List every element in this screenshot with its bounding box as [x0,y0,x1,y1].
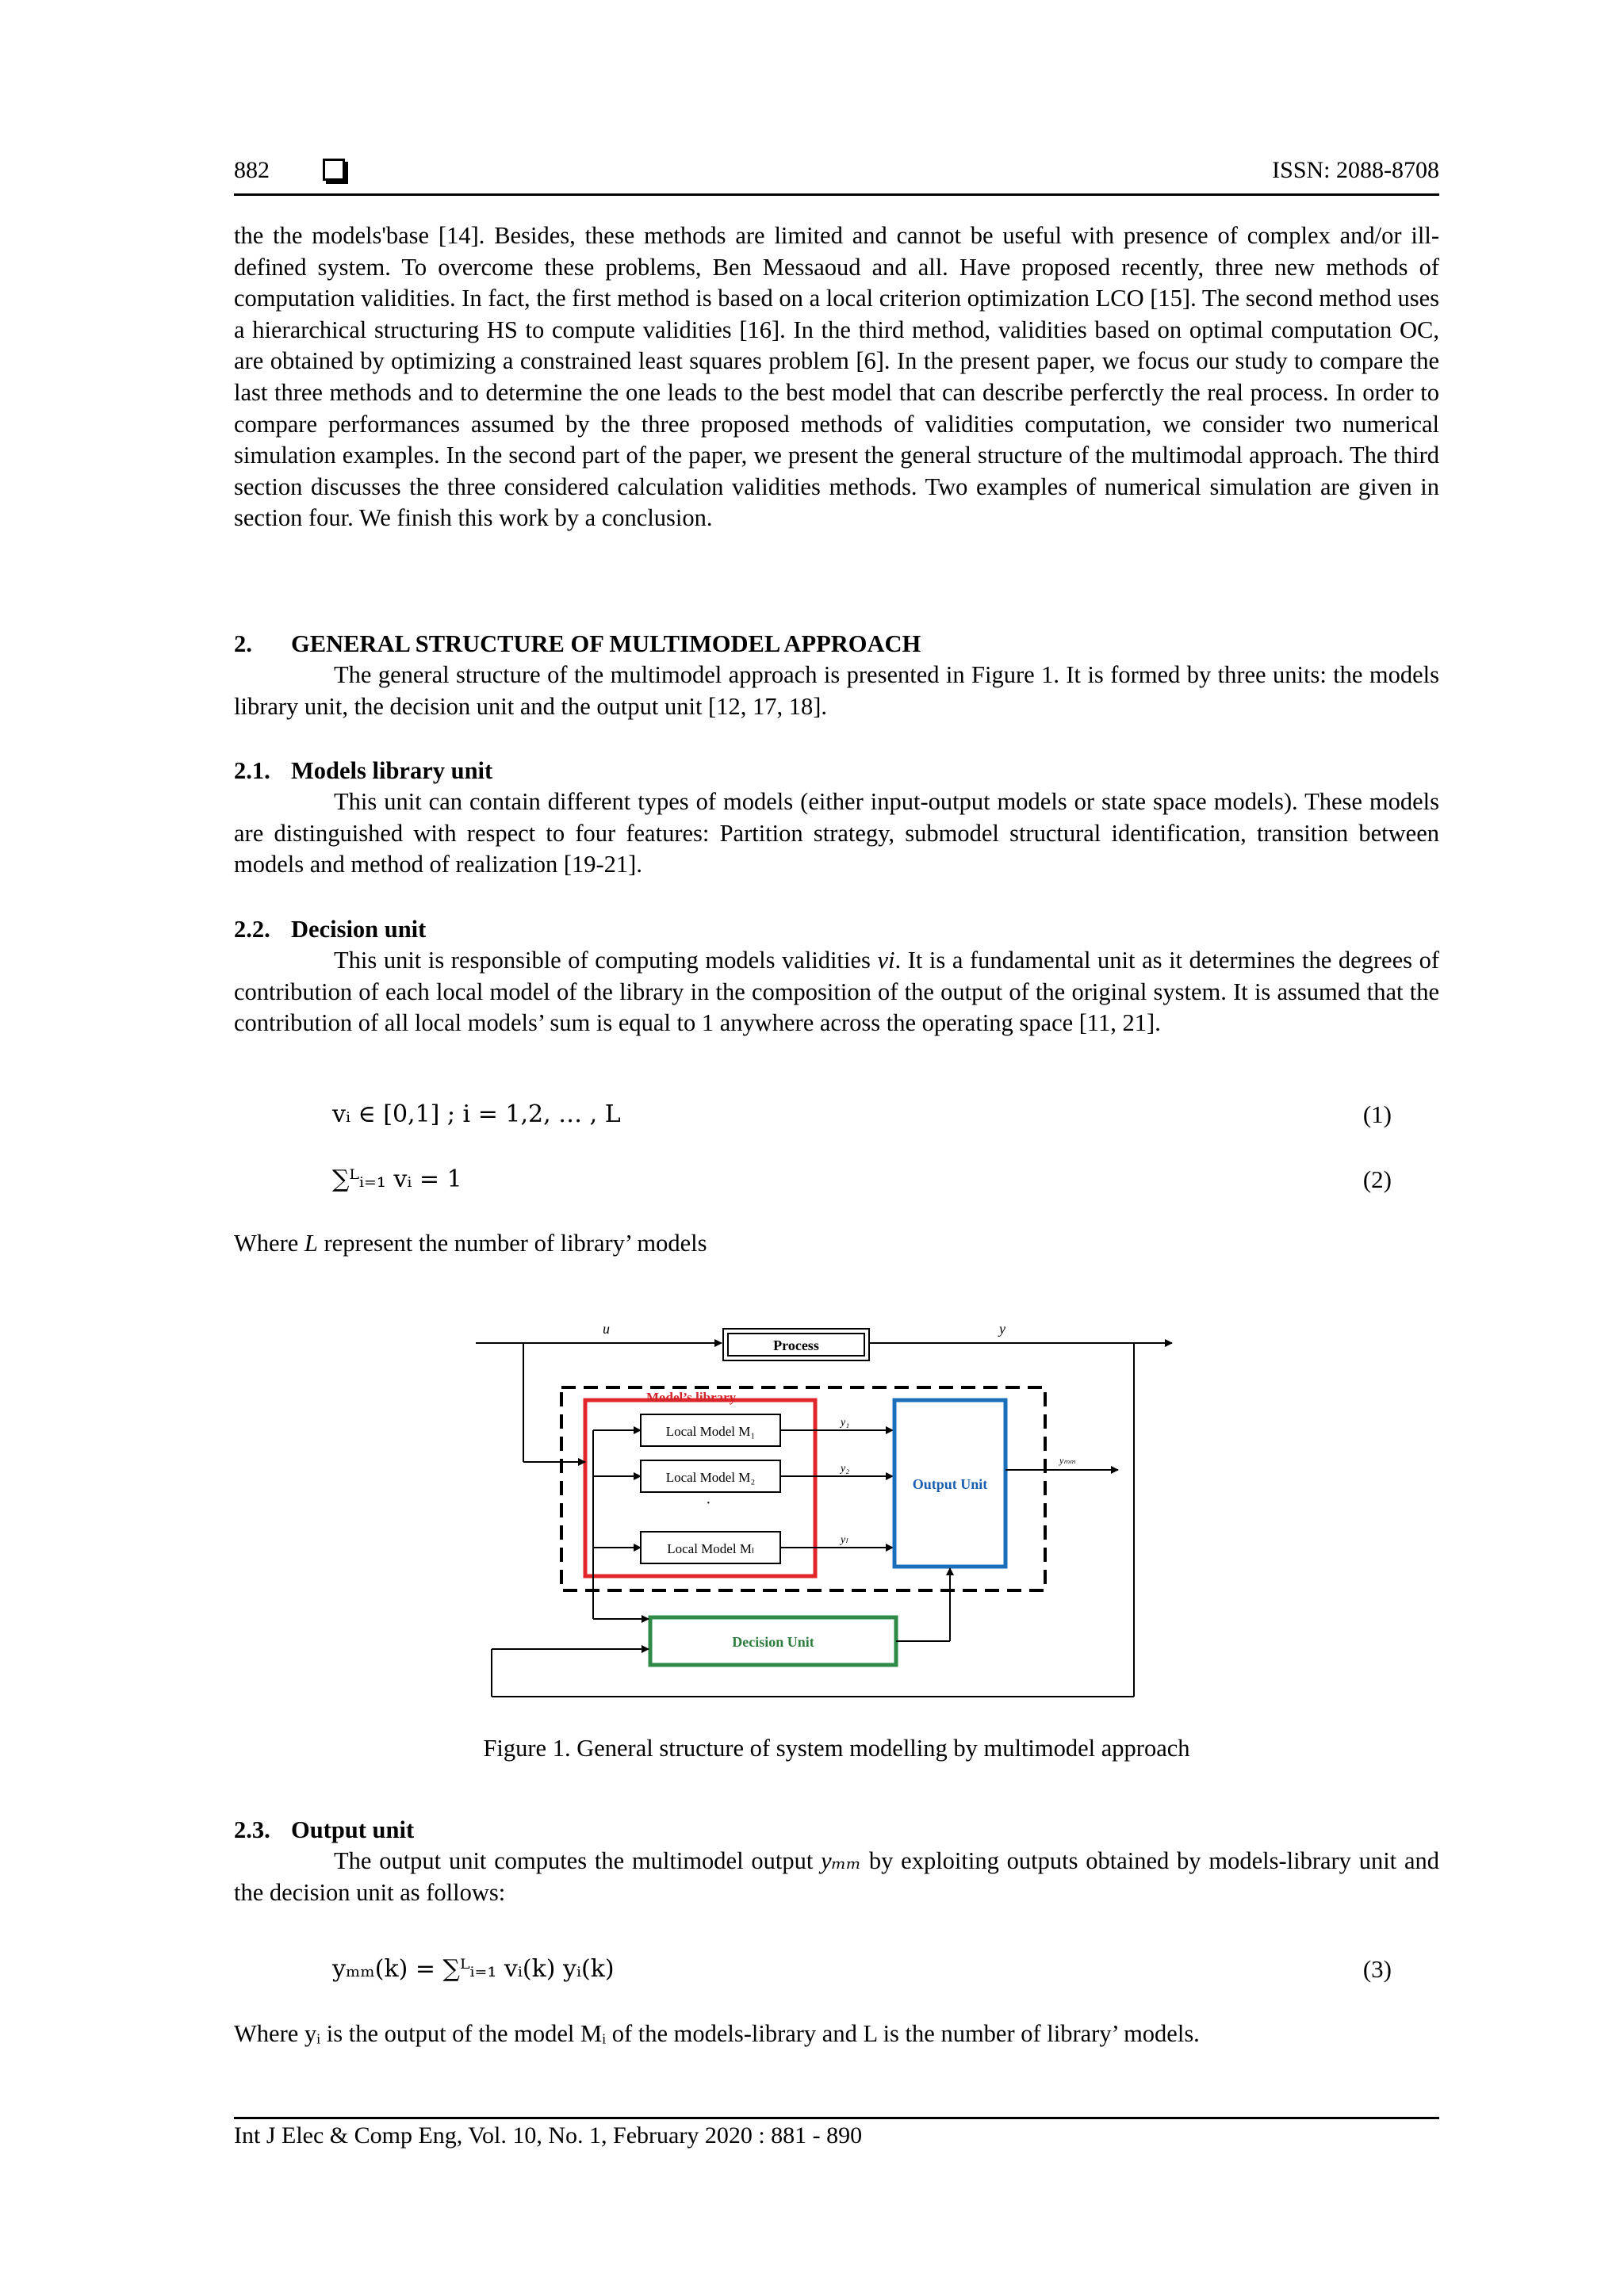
section-2-title: GENERAL STRUCTURE OF MULTIMODEL APPROACH [291,630,921,657]
where-L-start: Where [234,1230,304,1257]
section-2-1-heading [234,755,492,786]
process-label: Process [773,1337,819,1353]
label-u: u [603,1321,610,1337]
section-2-1-paragraph: This unit can contain different types of models (either input-output models or state space models). These models are distinguished with respect to four features: Partition strategy, submodel structural identification, transition between models and method of realization [19-21]. [234,788,1439,878]
equation-3-number: (3) [1362,1955,1392,1983]
section-2-2-text-start: This unit is responsible of computing models validities [334,947,878,974]
where-yi-sentence: Where yᵢ is the output of the model Mᵢ of the models-library and L is the number of library’ models. [234,2020,1200,2047]
section-2-2-paragraph [234,945,1439,1039]
section-2-paragraph: The general structure of the multimodel approach is presented in Figure 1. It is formed by three units: the models library unit, the decision unit and the output unit [12, 17, 18]. [234,661,1439,720]
section-2-2-title: Decision unit [291,916,427,943]
section-2-3-text-start: The output unit computes the multimodel output [334,1847,822,1874]
figure-1-caption: Figure 1. General structure of system modelling by multimodel approach [483,1735,1190,1762]
section-2-2-heading [234,913,426,945]
label-y2: y₂ [841,1463,850,1475]
section-2-1-number: 2.1. [234,757,270,784]
equation-2-number: (2) [1362,1165,1392,1193]
validity-variable: vi [877,947,895,974]
figure-1-diagram [444,1300,1205,1712]
section-2-2-block [234,945,1439,1039]
intro-block [234,220,1439,534]
equation-2 [234,1165,1392,1205]
where-L-sentence [234,1228,1439,1260]
section-2-3-heading [234,1814,414,1846]
section-2-1-title: Models library unit [291,757,493,784]
decision-unit-label: Decision Unit [732,1634,814,1650]
equation-1-number: (1) [1362,1100,1392,1128]
where-yi-block [234,2019,1439,2050]
section-2-3-title: Output unit [291,1816,415,1843]
equation-1 [234,1100,1392,1140]
models-library-title: Model’s library [646,1390,737,1405]
ymm-variable: yₘₘ [821,1847,862,1874]
section-2-number: 2. [234,630,252,657]
local-model-L-label: Local Model Mₗ [667,1541,754,1556]
intro-paragraph: the the models'base [14]. Besides, these methods are limited and cannot be useful with presence of complex and/or ill-defined system. To overcome these problems, Ben Messaoud and all. Have proposed recently, three new methods of computation validities. In fact, the first method is based on a local criterion optimization LCO [15]. The second method uses a hierarchical structuring HS to compute validities [16]. In the third method, validities based on optimal computation OC, are obtained by optimizing a constrained least squares problem [6]. In the present paper, we focus our study to compare the last three methods and to determine the one leads to the best model that can describe perferctly the real process. In order to compare performances assumed by the three proposed methods of validities computation, we consider two numerical simulation examples. In the second part of the paper, we present the general structure of the multimodal approach. The third section discusses the three considered calculation validities methods. Two examples of numerical simulation are given in section four. We finish this work by a conclusion. [234,222,1439,532]
output-unit-label: Output Unit [912,1476,988,1492]
ellipsis-dot: · [706,1494,711,1512]
section-2-block [234,660,1439,722]
section-2-3-paragraph [234,1846,1439,1908]
equation-1-body: vᵢ ∈ [0,1] ; i = 1,2, … , L [332,1100,621,1128]
page-number: 882 [234,157,270,183]
header-rule [234,193,1439,196]
label-y1: y₁ [841,1417,850,1429]
footer-rule [234,2117,1439,2119]
label-yL: yₗ [841,1534,848,1546]
section-2-3-block [234,1846,1439,1908]
local-model-2-label: Local Model M₂ [665,1470,756,1485]
section-2-2-number: 2.2. [234,916,270,943]
where-L-end: represent the number of library’ models [317,1230,707,1257]
checkbox-square-icon [323,159,345,181]
equation-3 [234,1955,1392,1995]
section-2-1-block [234,786,1439,881]
where-L-block [234,1228,1439,1260]
page-header [234,152,1439,192]
label-y: y [999,1321,1005,1337]
issn: ISSN: 2088-8708 [1272,157,1439,183]
section-2-3-text-end: by exploiting outputs obtained by models-library unit and the decision unit as follows: [234,1847,1439,1906]
label-ymm: yₘₘ [1059,1455,1076,1466]
equation-2-body: ∑ᴸᵢ₌₁ vᵢ = 1 [332,1165,462,1193]
footer-citation: Int J Elec & Comp Eng, Vol. 10, No. 1, February 2020 : 881 - 890 [234,2122,863,2149]
where-L-variable: L [304,1230,318,1257]
equation-3-body: yₘₘ(k) = ∑ᴸᵢ₌₁ vᵢ(k) yᵢ(k) [332,1955,615,1983]
section-2-2-text-end: . It is a fundamental unit as it determines the degrees of contribution of each local model of the library in the composition of the output of the original system. It is assumed that the contribution of all local models’ sum is equal to 1 anywhere across the operating space [11, 21]. [234,947,1440,1037]
section-2-3-number: 2.3. [234,1816,270,1843]
section-2-heading [234,628,921,660]
local-model-1-label: Local Model M₁ [665,1424,756,1439]
